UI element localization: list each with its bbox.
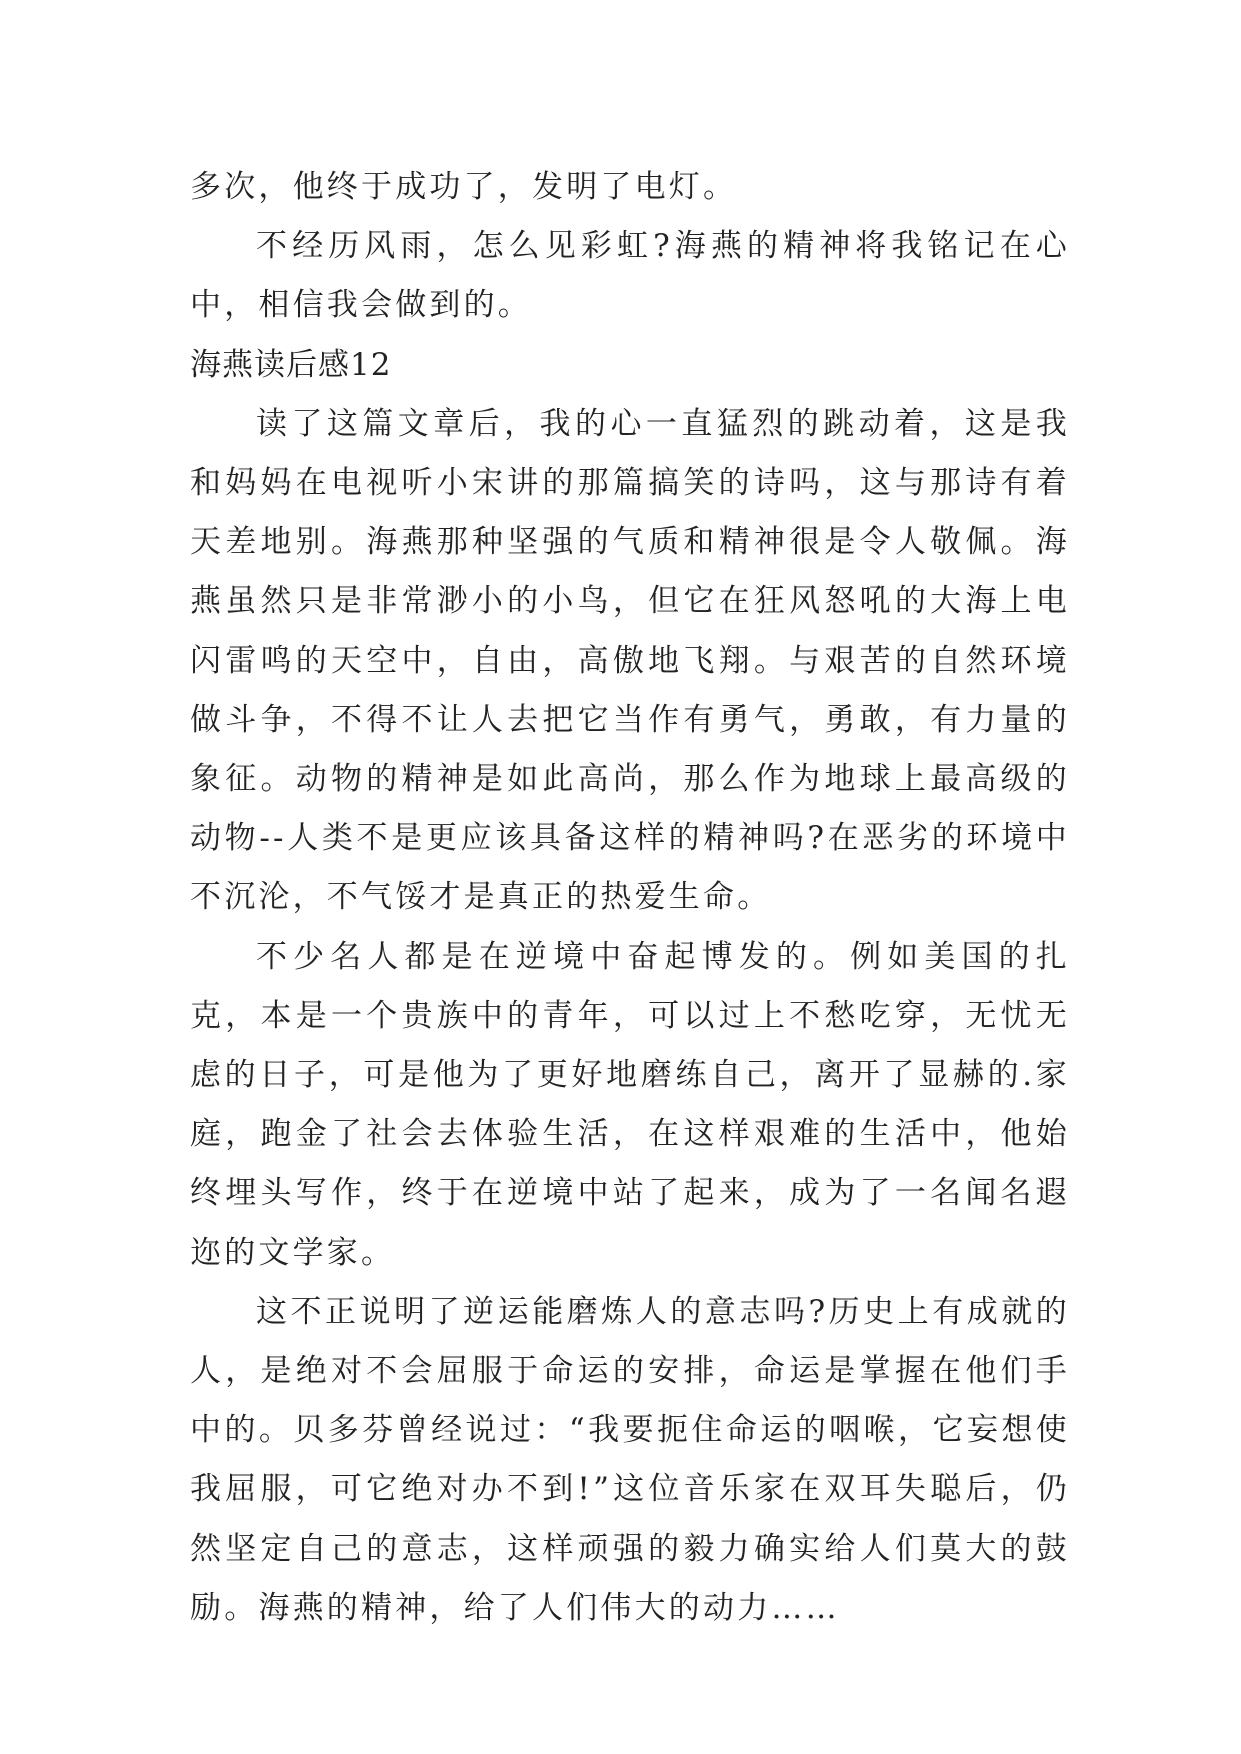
paragraph-reading-reflection: 读了这篇文章后，我的心一直猛烈的跳动着，这是我和妈妈在电视听小宋讲的那篇搞笑的诗吗，这与那诗有着天差地别。海燕那种坚强的气质和精神很是令人敬佩。海燕虽然只是非常渺小的小鸟，但它在狂风怒吼的大海上电闪雷鸣的天空中，自由，高傲地飞翔。与艰苦的自然环境做斗争，不得不让人去把它当作有勇气，勇敢，有力量的象征。动物的精神是如此高尚，那么作为地球上最高级的动物--人类不是更应该具备这样的精神吗?在恶劣的环境中不沉沦，不气馁才是真正的热爱生命。: [190, 405, 1070, 916]
paragraph-famous-people: 不少名人都是在逆境中奋起博发的。例如美国的扎克，本是一个贵族中的青年，可以过上不愁吃穿，无忧无虑的日子，可是他为了更好地磨练自己，离开了显赫的.家庭，跑金了社会去体验生活，在这样艰难的生活中，他始终埋头写作，终于在逆境中站了起来，成为了一名闻名遐迩的文学家。: [190, 938, 1070, 1271]
paragraph-continuation: 多次，他终于成功了，发明了电灯。: [190, 169, 738, 205]
paragraph-rainbow: 不经历风雨，怎么见彩虹?海燕的精神将我铭记在心中，相信我会做到的。: [190, 228, 1070, 324]
paragraph-beethoven: 这不正说明了逆运能磨炼人的意志吗?历史上有成就的人，是绝对不会屈服于命运的安排，命运是掌握在他们手中的。贝多芬曾经说过：“我要扼住命运的咽喉，它妄想使我屈服，可它绝对办不到!”这位音乐家在双耳失聪后，仍然坚定自己的意志，这样顽强的毅力确实给人们莫大的鼓励。海燕的精神，给了人们伟大的动力……: [190, 1293, 1070, 1626]
document-body: [190, 158, 1070, 1638]
section-heading: 海燕读后感12: [190, 346, 392, 383]
